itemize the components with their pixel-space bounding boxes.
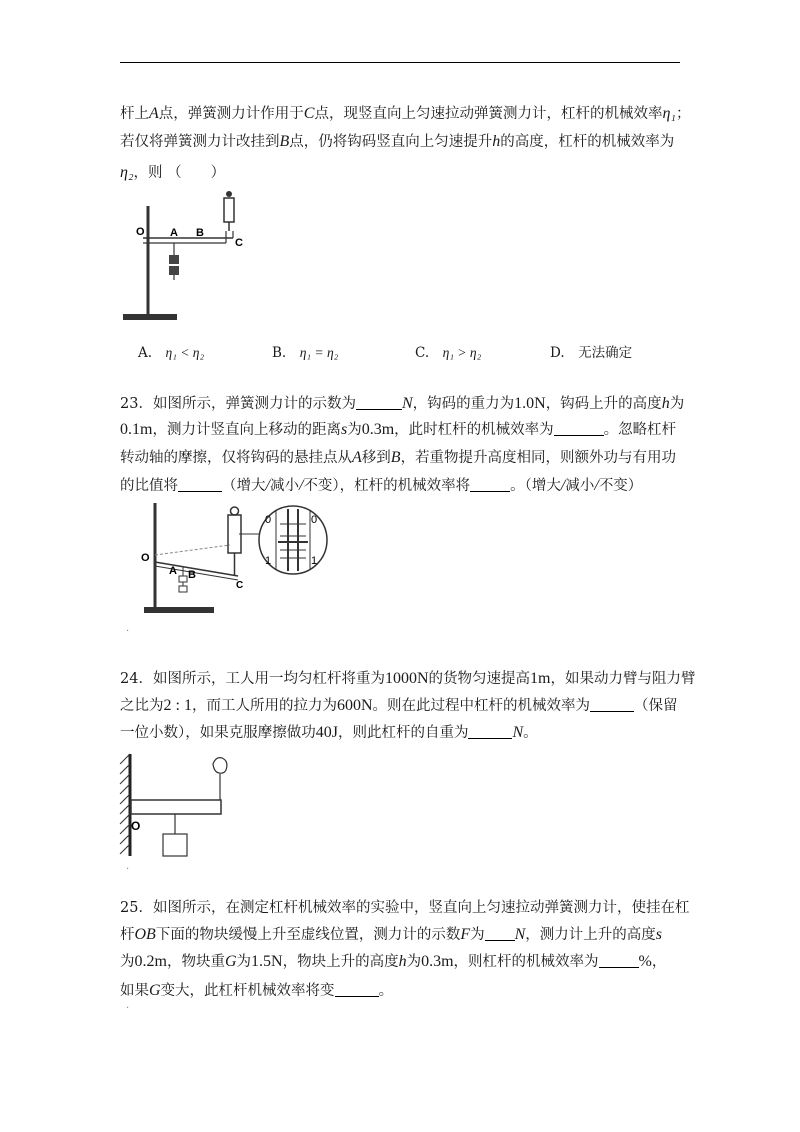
q22-line-1: 杆上A点，弹簧测力计作用于C点，现竖直向上匀速拉动弹簧测力计，杠杆的机械效率η₁； bbox=[120, 105, 691, 122]
q23-line-3: 转动轴的摩擦，仅将钩码的悬挂点从A移到B，若重物提升高度相同，则额外功与有用功 bbox=[120, 449, 677, 466]
header-rule bbox=[120, 62, 680, 63]
q23-line-1: 23．如图所示，弹簧测力计的示数为 N，钩码的重力为1.0N，钩码上升的高度h为 bbox=[120, 395, 685, 412]
label-c: C bbox=[235, 237, 243, 249]
q24-blank-1 bbox=[590, 695, 634, 712]
label-a: A bbox=[169, 565, 177, 577]
option-c: C. η₁ > η₂ bbox=[415, 345, 482, 361]
scale-label-bottom-right: 1 bbox=[311, 555, 318, 567]
label-b: B bbox=[188, 569, 196, 581]
q25-blank-1 bbox=[485, 924, 515, 941]
label-c: C bbox=[236, 580, 244, 591]
label-b: B bbox=[196, 227, 204, 239]
hook-weight-1 bbox=[169, 255, 179, 264]
cargo-box bbox=[163, 834, 187, 856]
scale-label-top-left: 0 bbox=[265, 514, 272, 526]
q24-line-3: 一位小数），如果克服摩擦做功40J，则此杠杆的自重为 N。 bbox=[120, 724, 538, 741]
option-a: A. η₁ < η₂ bbox=[138, 345, 205, 361]
q23-figure bbox=[138, 500, 338, 620]
option-b: B. η₁ = η₂ bbox=[272, 345, 339, 361]
q24-line-1: 24．如图所示，工人用一均匀杠杆将重为1000N的货物匀速提高1m，如果动力臂与阻力臂 bbox=[120, 670, 696, 687]
scale-label-bottom-left: 1 bbox=[265, 555, 272, 567]
q23-line-4: 的比值将 （增大/减小/不变），杠杆的机械效率将 。（增大/减小/不变） bbox=[120, 477, 643, 494]
q25-line-4: 如果G变大，此杠杆机械效率将变 。 bbox=[120, 982, 394, 999]
option-d: D. 无法确定 bbox=[550, 345, 633, 361]
q23-blank-1 bbox=[356, 393, 402, 410]
scale-hook-icon bbox=[226, 191, 232, 197]
hook-weight-2 bbox=[179, 586, 187, 592]
scale-ring-icon bbox=[231, 507, 239, 515]
label-o: O bbox=[136, 226, 145, 238]
stray-mark: · bbox=[126, 1003, 130, 1014]
label-o: O bbox=[131, 819, 141, 833]
q24-figure bbox=[118, 752, 243, 862]
q24-line-2: 之比为2 : 1，而工人所用的拉力为600N。则在此过程中杠杆的机械效率为 （保留 bbox=[120, 697, 678, 714]
q23-line-2: 0.1m，测力计竖直向上移动的距离s为0.3m，此时杠杆的机械效率为 。忽略杠杆 bbox=[120, 421, 677, 438]
stray-mark: · bbox=[126, 864, 130, 875]
hook-weight-2 bbox=[169, 266, 179, 275]
lever-bar bbox=[131, 800, 221, 814]
q25-line-3: 为0.2m，物块重G为1.5N，物块上升的高度h为0.3m，则杠杆的机械效率为 %， bbox=[120, 953, 667, 970]
lever-bar bbox=[155, 562, 238, 576]
q23-blank-2 bbox=[554, 419, 604, 436]
q25-line-1: 25．如图所示，在测定杠杆机械效率的实验中，竖直向上匀速拉动弹簧测力计，使挂在杠 bbox=[120, 900, 690, 916]
q24-blank-2 bbox=[468, 722, 512, 739]
spring-scale bbox=[224, 198, 234, 222]
label-o: O bbox=[141, 552, 150, 564]
q22-line-2: 若仅将弹簧测力计改挂到B点，仍将钩码竖直向上匀速提升h的高度，杠杆的机械效率为 bbox=[120, 133, 675, 150]
q22-line-3: η₂，则 （ ） bbox=[120, 164, 226, 181]
hand-icon bbox=[213, 758, 227, 774]
scale-label-top-right: 0 bbox=[311, 514, 318, 526]
label-a: A bbox=[170, 227, 178, 239]
q22-figure bbox=[118, 188, 258, 328]
q23-blank-4 bbox=[470, 475, 510, 492]
q23-blank-3 bbox=[178, 475, 222, 492]
initial-position-line bbox=[155, 545, 230, 555]
hook-weight-1 bbox=[179, 576, 187, 582]
q25-blank-3 bbox=[335, 980, 379, 997]
stand-base bbox=[123, 314, 177, 320]
q25-blank-2 bbox=[599, 951, 639, 968]
stray-mark: · bbox=[126, 626, 130, 637]
q25-line-2: 杆OB下面的物块缓慢上升至虚线位置，测力计的示数F为 N，测力计上升的高度s bbox=[120, 926, 663, 943]
